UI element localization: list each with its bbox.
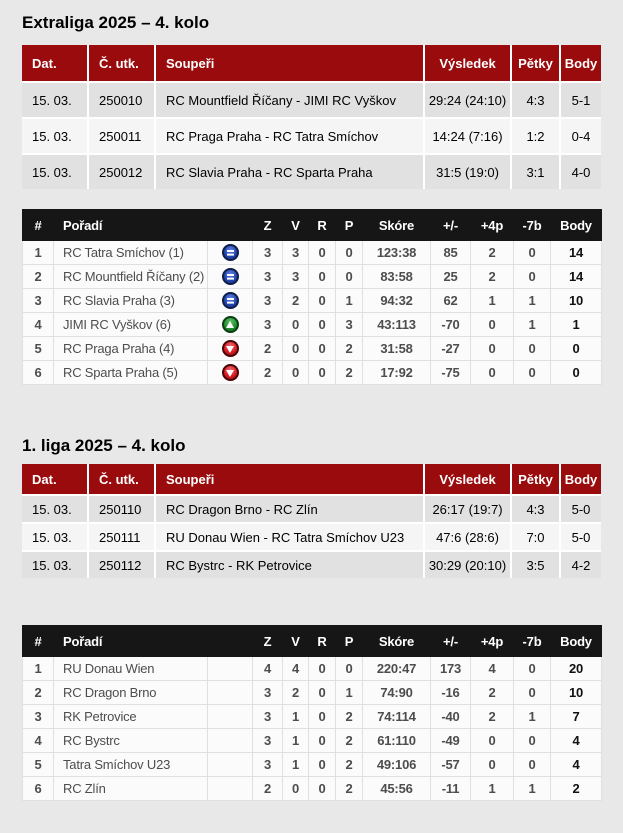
- team-cell: RC Dragon Brno: [54, 681, 208, 705]
- minus7-cell: 0: [514, 337, 551, 361]
- wins-cell: 4: [283, 657, 309, 681]
- trend-same-icon: [222, 268, 239, 285]
- plus4-cell: 0: [471, 361, 514, 385]
- draws-cell: 0: [309, 681, 336, 705]
- points-cell: 5-0: [561, 522, 601, 550]
- minus7-cell: 0: [514, 681, 551, 705]
- date-cell: 15. 03.: [22, 117, 89, 153]
- trend-cell: [208, 777, 253, 801]
- result-cell: 29:24 (24:10): [425, 81, 512, 117]
- trend-cell: [208, 681, 253, 705]
- games-cell: 2: [253, 337, 283, 361]
- wins-cell: 2: [283, 289, 309, 313]
- teams-cell: RC Bystrc - RK Petrovice: [156, 550, 425, 578]
- draws-cell: 0: [309, 313, 336, 337]
- standings-row: [23, 777, 602, 801]
- team-cell: RK Petrovice: [54, 705, 208, 729]
- header-date: Dat.: [22, 464, 89, 494]
- trend-cell: [208, 289, 253, 313]
- header-order: Pořadí: [54, 626, 208, 657]
- score-cell: 74:114: [363, 705, 431, 729]
- points-cell: 0-4: [561, 117, 601, 153]
- plus4-cell: 4: [471, 657, 514, 681]
- wins-cell: 0: [283, 313, 309, 337]
- points-cell: 0: [551, 361, 602, 385]
- date-cell: 15. 03.: [22, 81, 89, 117]
- result-cell: 30:29 (20:10): [425, 550, 512, 578]
- header-plus4: +4p: [471, 626, 514, 657]
- games-cell: 3: [253, 705, 283, 729]
- diff-cell: 85: [431, 241, 471, 265]
- wins-cell: 1: [283, 753, 309, 777]
- header-teams: Soupeři: [156, 464, 425, 494]
- tries-cell: 3:1: [512, 153, 561, 189]
- trend-cell: [208, 705, 253, 729]
- position-cell: 5: [23, 753, 54, 777]
- plus4-cell: 2: [471, 681, 514, 705]
- diff-cell: 25: [431, 265, 471, 289]
- plus4-cell: 0: [471, 729, 514, 753]
- header-body: Body: [551, 210, 602, 241]
- score-cell: 83:58: [363, 265, 431, 289]
- header-diff: +/-: [431, 210, 471, 241]
- tries-cell: 7:0: [512, 522, 561, 550]
- wins-cell: 1: [283, 705, 309, 729]
- header-plus4: +4p: [471, 210, 514, 241]
- trend-cell: [208, 753, 253, 777]
- match-number-cell: 250112: [89, 550, 156, 578]
- results-body: [22, 81, 601, 189]
- draws-cell: 0: [309, 657, 336, 681]
- date-cell: 15. 03.: [22, 550, 89, 578]
- match-row: [22, 117, 601, 153]
- trend-down-icon: [222, 340, 239, 357]
- position-cell: 4: [23, 729, 54, 753]
- header-trend: [208, 210, 253, 241]
- result-cell: 31:5 (19:0): [425, 153, 512, 189]
- losses-cell: 1: [336, 289, 363, 313]
- points-cell: 1: [551, 313, 602, 337]
- section-1-liga: [22, 437, 601, 801]
- header-draws: R: [309, 626, 336, 657]
- plus4-cell: 2: [471, 241, 514, 265]
- header-body: Body: [551, 626, 602, 657]
- standings-row: [23, 313, 602, 337]
- score-cell: 31:58: [363, 337, 431, 361]
- losses-cell: 0: [336, 657, 363, 681]
- match-number-cell: 250010: [89, 81, 156, 117]
- results-header-row: [22, 45, 601, 81]
- score-cell: 220:47: [363, 657, 431, 681]
- teams-cell: RC Slavia Praha - RC Sparta Praha: [156, 153, 425, 189]
- trend-cell: [208, 313, 253, 337]
- score-cell: 61:110: [363, 729, 431, 753]
- trend-cell: [208, 337, 253, 361]
- standings-row: [23, 681, 602, 705]
- header-score: Skóre: [363, 626, 431, 657]
- games-cell: 4: [253, 657, 283, 681]
- results-table: [22, 45, 601, 189]
- trend-down-icon: [222, 364, 239, 381]
- points-cell: 10: [551, 681, 602, 705]
- diff-cell: -11: [431, 777, 471, 801]
- header-losses: P: [336, 626, 363, 657]
- points-cell: 20: [551, 657, 602, 681]
- score-cell: 43:113: [363, 313, 431, 337]
- position-cell: 1: [23, 657, 54, 681]
- header-diff: +/-: [431, 626, 471, 657]
- minus7-cell: 0: [514, 753, 551, 777]
- trend-up-icon: [222, 316, 239, 333]
- team-cell: RU Donau Wien: [54, 657, 208, 681]
- diff-cell: -49: [431, 729, 471, 753]
- header-wins: V: [283, 626, 309, 657]
- games-cell: 2: [253, 361, 283, 385]
- points-cell: 7: [551, 705, 602, 729]
- header-order: Pořadí: [54, 210, 208, 241]
- standings-header-row: [23, 626, 602, 657]
- header-points: Body: [561, 45, 601, 81]
- points-cell: 10: [551, 289, 602, 313]
- plus4-cell: 1: [471, 777, 514, 801]
- tries-cell: 4:3: [512, 494, 561, 522]
- losses-cell: 1: [336, 681, 363, 705]
- diff-cell: 62: [431, 289, 471, 313]
- team-cell: RC Sparta Praha (5): [54, 361, 208, 385]
- results-header-row: [22, 464, 601, 494]
- plus4-cell: 1: [471, 289, 514, 313]
- standings-row: [23, 705, 602, 729]
- standings-row: [23, 337, 602, 361]
- match-number-cell: 250011: [89, 117, 156, 153]
- wins-cell: 3: [283, 265, 309, 289]
- minus7-cell: 0: [514, 241, 551, 265]
- points-cell: 4: [551, 753, 602, 777]
- header-match-number: Č. utk.: [89, 45, 156, 81]
- tries-cell: 4:3: [512, 81, 561, 117]
- points-cell: 4-0: [561, 153, 601, 189]
- trend-cell: [208, 241, 253, 265]
- trend-cell: [208, 265, 253, 289]
- standings-row: [23, 265, 602, 289]
- header-minus7: -7b: [514, 210, 551, 241]
- standings-row: [23, 361, 602, 385]
- header-result: Výsledek: [425, 45, 512, 81]
- teams-cell: RC Dragon Brno - RC Zlín: [156, 494, 425, 522]
- trend-same-icon: [222, 292, 239, 309]
- standings-row: [23, 241, 602, 265]
- minus7-cell: 0: [514, 361, 551, 385]
- trend-cell: [208, 657, 253, 681]
- team-cell: Tatra Smíchov U23: [54, 753, 208, 777]
- standings-table: [22, 209, 602, 385]
- position-cell: 3: [23, 289, 54, 313]
- trend-cell: [208, 729, 253, 753]
- header-games: Z: [253, 626, 283, 657]
- match-row: [22, 153, 601, 189]
- tries-cell: 3:5: [512, 550, 561, 578]
- header-losses: P: [336, 210, 363, 241]
- teams-cell: RC Praga Praha - RC Tatra Smíchov: [156, 117, 425, 153]
- header-rank: #: [23, 210, 54, 241]
- diff-cell: 173: [431, 657, 471, 681]
- minus7-cell: 1: [514, 705, 551, 729]
- header-score: Skóre: [363, 210, 431, 241]
- plus4-cell: 0: [471, 313, 514, 337]
- match-row: [22, 494, 601, 522]
- match-row: [22, 550, 601, 578]
- position-cell: 6: [23, 777, 54, 801]
- header-trend: [208, 626, 253, 657]
- position-cell: 5: [23, 337, 54, 361]
- match-row: [22, 81, 601, 117]
- page-title-2: 1. liga 2025 – 4. kolo: [22, 436, 186, 455]
- draws-cell: 0: [309, 337, 336, 361]
- losses-cell: 3: [336, 313, 363, 337]
- losses-cell: 2: [336, 705, 363, 729]
- draws-cell: 0: [309, 361, 336, 385]
- losses-cell: 0: [336, 265, 363, 289]
- draws-cell: 0: [309, 705, 336, 729]
- points-cell: 5-0: [561, 494, 601, 522]
- match-number-cell: 250110: [89, 494, 156, 522]
- results-table-2: [22, 464, 601, 578]
- wins-cell: 3: [283, 241, 309, 265]
- draws-cell: 0: [309, 777, 336, 801]
- minus7-cell: 1: [514, 777, 551, 801]
- match-number-cell: 250111: [89, 522, 156, 550]
- score-cell: 17:92: [363, 361, 431, 385]
- result-cell: 14:24 (7:16): [425, 117, 512, 153]
- header-tries: Pětky: [512, 45, 561, 81]
- header-points: Body: [561, 464, 601, 494]
- header-teams: Soupeři: [156, 45, 425, 81]
- points-cell: 5-1: [561, 81, 601, 117]
- games-cell: 3: [253, 313, 283, 337]
- standings-row: [23, 753, 602, 777]
- position-cell: 2: [23, 681, 54, 705]
- losses-cell: 0: [336, 241, 363, 265]
- diff-cell: -16: [431, 681, 471, 705]
- date-cell: 15. 03.: [22, 153, 89, 189]
- games-cell: 3: [253, 681, 283, 705]
- results-body-2: [22, 494, 601, 578]
- standings-row: [23, 289, 602, 313]
- losses-cell: 2: [336, 729, 363, 753]
- team-cell: RC Zlín: [54, 777, 208, 801]
- match-number-cell: 250012: [89, 153, 156, 189]
- draws-cell: 0: [309, 289, 336, 313]
- diff-cell: -40: [431, 705, 471, 729]
- points-cell: 4: [551, 729, 602, 753]
- wins-cell: 2: [283, 681, 309, 705]
- wins-cell: 1: [283, 729, 309, 753]
- standings-table-2: [22, 625, 602, 801]
- diff-cell: -70: [431, 313, 471, 337]
- header-rank: #: [23, 626, 54, 657]
- position-cell: 3: [23, 705, 54, 729]
- trend-cell: [208, 361, 253, 385]
- games-cell: 3: [253, 265, 283, 289]
- date-cell: 15. 03.: [22, 522, 89, 550]
- plus4-cell: 0: [471, 337, 514, 361]
- header-match-number: Č. utk.: [89, 464, 156, 494]
- games-cell: 2: [253, 777, 283, 801]
- diff-cell: -75: [431, 361, 471, 385]
- draws-cell: 0: [309, 729, 336, 753]
- plus4-cell: 2: [471, 265, 514, 289]
- header-tries: Pětky: [512, 464, 561, 494]
- score-cell: 94:32: [363, 289, 431, 313]
- team-cell: JIMI RC Vyškov (6): [54, 313, 208, 337]
- wins-cell: 0: [283, 777, 309, 801]
- position-cell: 1: [23, 241, 54, 265]
- wins-cell: 0: [283, 361, 309, 385]
- header-minus7: -7b: [514, 626, 551, 657]
- minus7-cell: 1: [514, 289, 551, 313]
- header-draws: R: [309, 210, 336, 241]
- teams-cell: RC Mountfield Říčany - JIMI RC Vyškov: [156, 81, 425, 117]
- section-extraliga: [22, 14, 601, 385]
- wins-cell: 0: [283, 337, 309, 361]
- date-cell: 15. 03.: [22, 494, 89, 522]
- standings-body: [23, 241, 602, 385]
- position-cell: 6: [23, 361, 54, 385]
- standings-row: [23, 657, 602, 681]
- standings-body-2: [23, 657, 602, 801]
- teams-cell: RU Donau Wien - RC Tatra Smíchov U23: [156, 522, 425, 550]
- score-cell: 123:38: [363, 241, 431, 265]
- minus7-cell: 0: [514, 265, 551, 289]
- draws-cell: 0: [309, 753, 336, 777]
- header-wins: V: [283, 210, 309, 241]
- games-cell: 3: [253, 753, 283, 777]
- minus7-cell: 0: [514, 729, 551, 753]
- points-cell: 4-2: [561, 550, 601, 578]
- plus4-cell: 2: [471, 705, 514, 729]
- draws-cell: 0: [309, 241, 336, 265]
- result-cell: 26:17 (19:7): [425, 494, 512, 522]
- games-cell: 3: [253, 289, 283, 313]
- standings-row: [23, 729, 602, 753]
- team-cell: RC Mountfield Říčany (2): [54, 265, 208, 289]
- team-cell: RC Bystrc: [54, 729, 208, 753]
- games-cell: 3: [253, 241, 283, 265]
- minus7-cell: 0: [514, 657, 551, 681]
- team-cell: RC Praga Praha (4): [54, 337, 208, 361]
- result-cell: 47:6 (28:6): [425, 522, 512, 550]
- losses-cell: 2: [336, 361, 363, 385]
- plus4-cell: 0: [471, 753, 514, 777]
- games-cell: 3: [253, 729, 283, 753]
- draws-cell: 0: [309, 265, 336, 289]
- header-result: Výsledek: [425, 464, 512, 494]
- points-cell: 0: [551, 337, 602, 361]
- diff-cell: -27: [431, 337, 471, 361]
- team-cell: RC Tatra Smíchov (1): [54, 241, 208, 265]
- losses-cell: 2: [336, 777, 363, 801]
- match-row: [22, 522, 601, 550]
- points-cell: 2: [551, 777, 602, 801]
- header-games: Z: [253, 210, 283, 241]
- minus7-cell: 1: [514, 313, 551, 337]
- diff-cell: -57: [431, 753, 471, 777]
- score-cell: 74:90: [363, 681, 431, 705]
- page-title: Extraliga 2025 – 4. kolo: [22, 13, 210, 32]
- tries-cell: 1:2: [512, 117, 561, 153]
- position-cell: 4: [23, 313, 54, 337]
- score-cell: 45:56: [363, 777, 431, 801]
- team-cell: RC Slavia Praha (3): [54, 289, 208, 313]
- position-cell: 2: [23, 265, 54, 289]
- header-date: Dat.: [22, 45, 89, 81]
- standings-header-row: [23, 210, 602, 241]
- points-cell: 14: [551, 265, 602, 289]
- losses-cell: 2: [336, 753, 363, 777]
- losses-cell: 2: [336, 337, 363, 361]
- score-cell: 49:106: [363, 753, 431, 777]
- points-cell: 14: [551, 241, 602, 265]
- trend-same-icon: [222, 244, 239, 261]
